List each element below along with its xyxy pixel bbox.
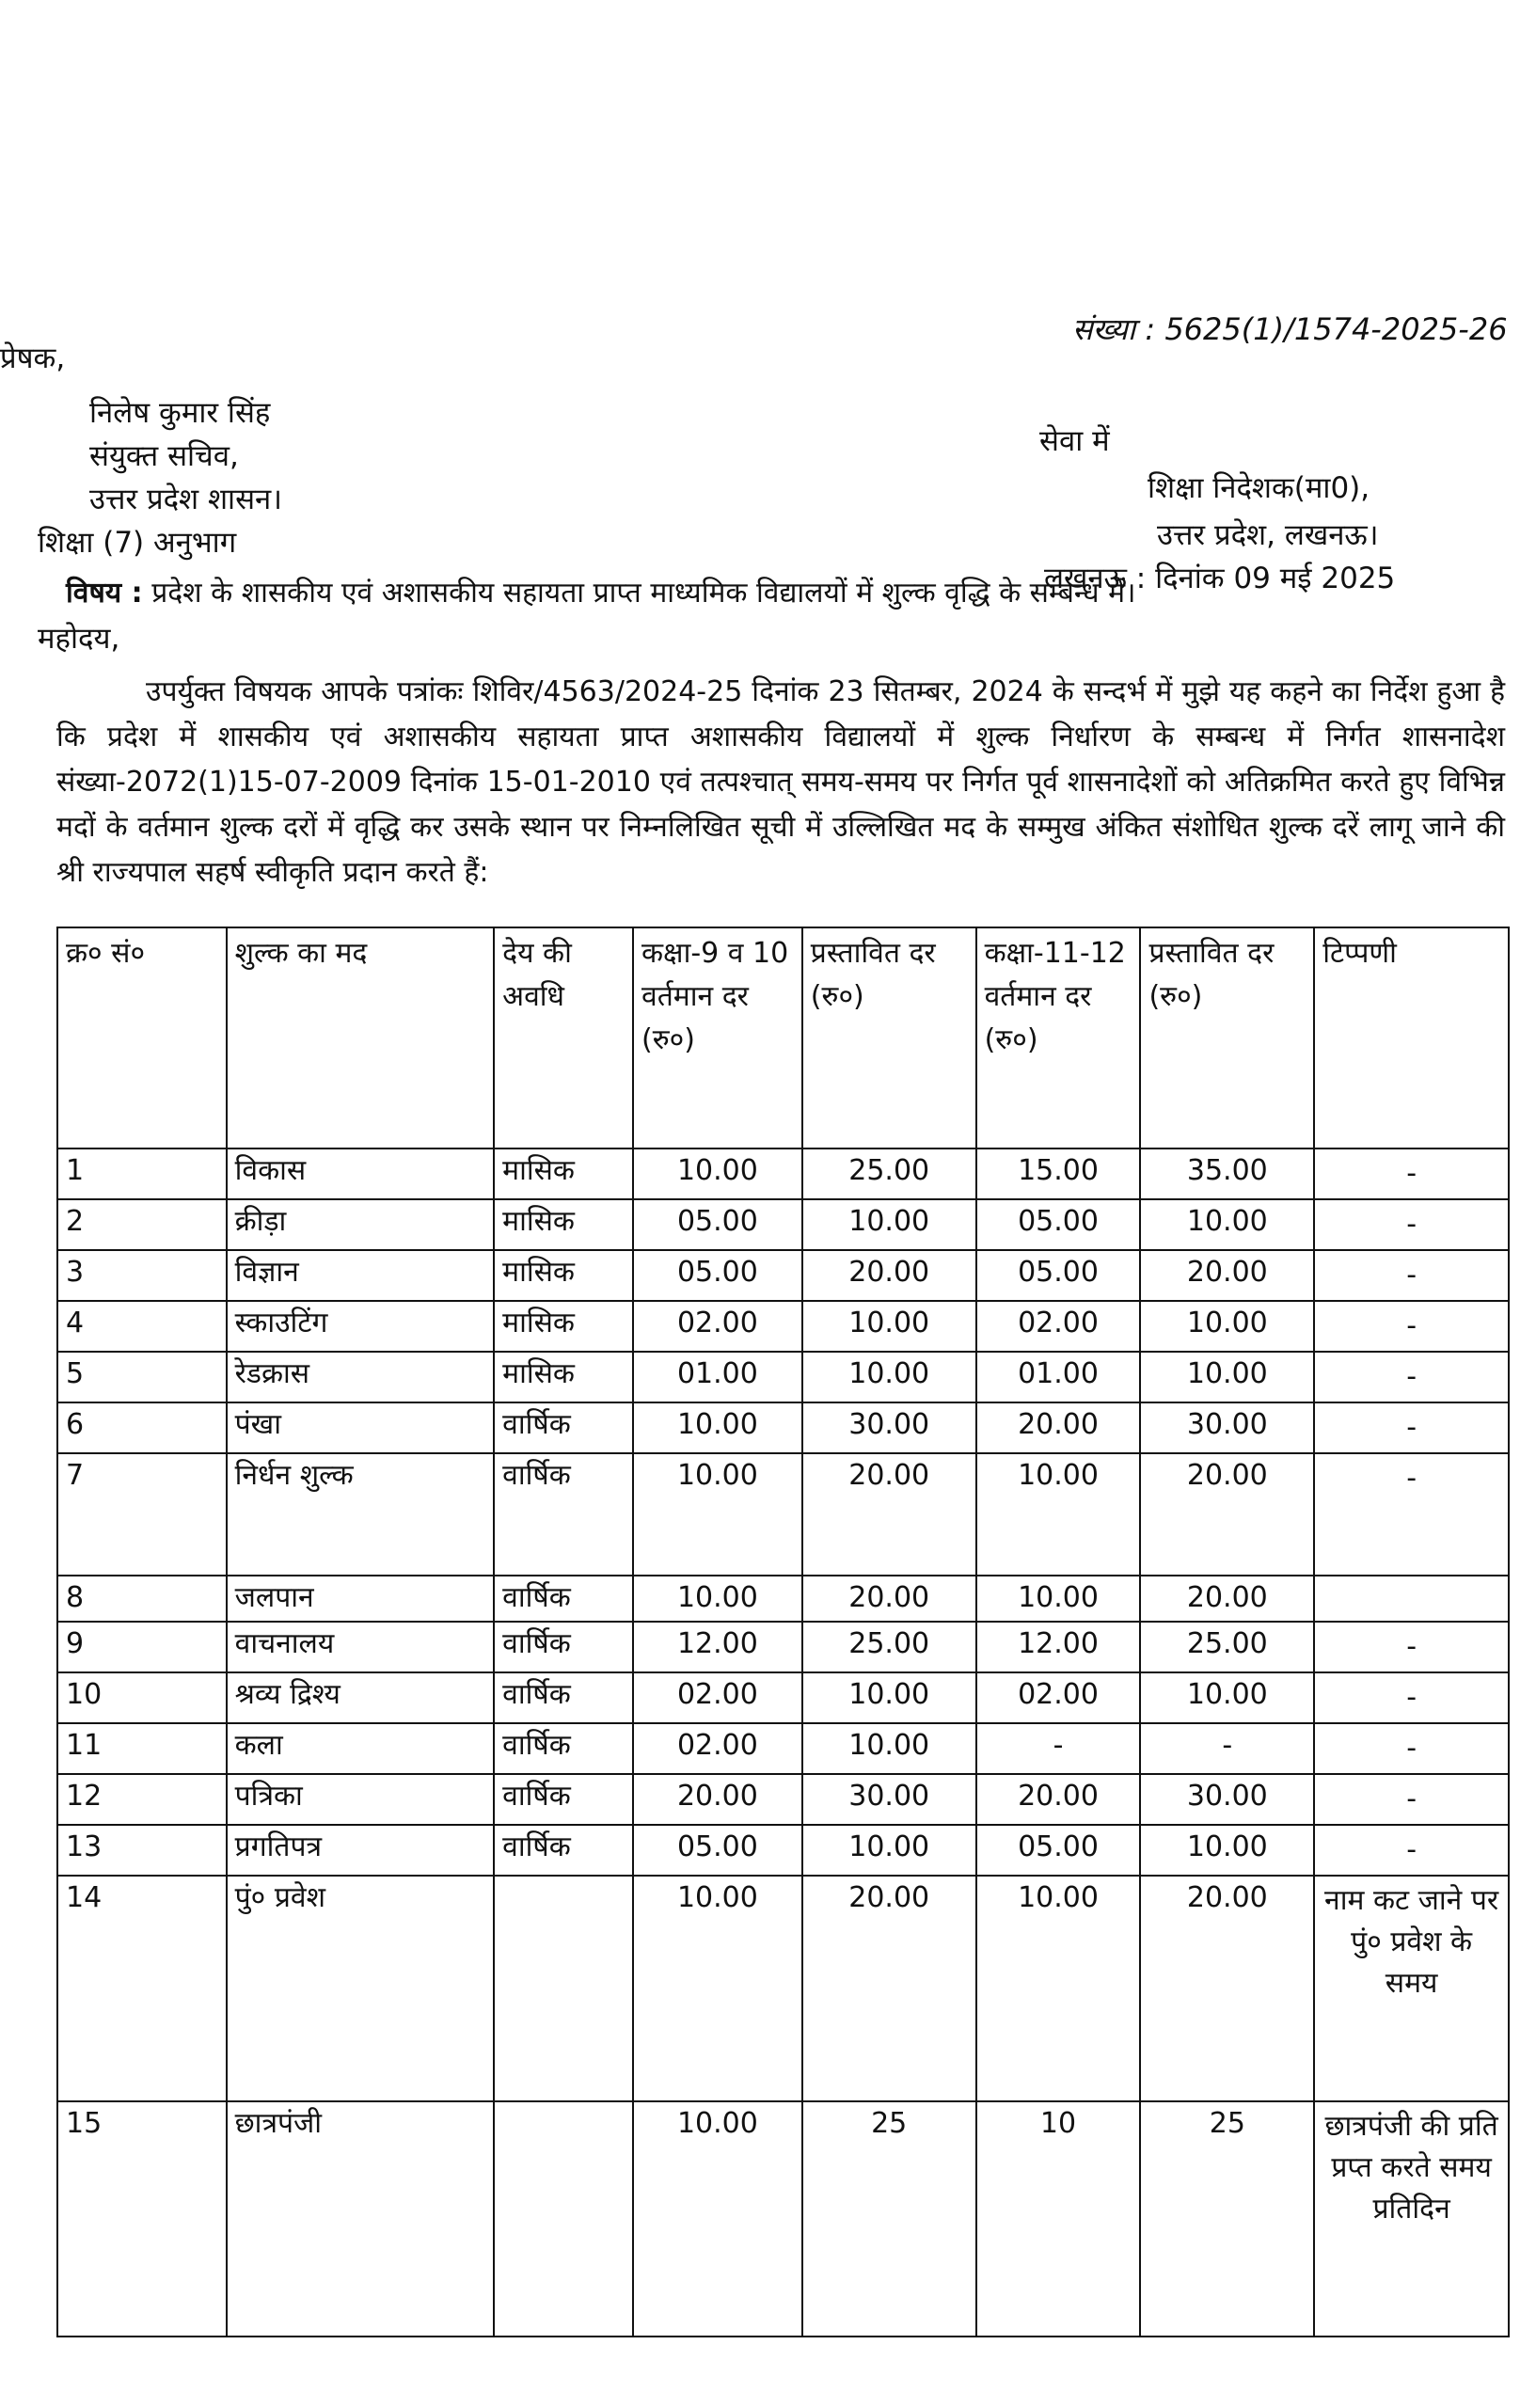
cell-class9-10-current: 05.00: [633, 1825, 802, 1876]
cell-class11-12-current: 12.00: [976, 1622, 1141, 1672]
cell-fee-item: विकास: [227, 1149, 495, 1199]
cell-class9-10-current: 10.00: [633, 1876, 802, 2101]
cell-period: वार्षिक: [494, 1402, 633, 1453]
cell-class9-10-proposed: 20.00: [802, 1453, 976, 1576]
table-row: [57, 1876, 1509, 2101]
cell-class11-12-proposed: 20.00: [1140, 1453, 1314, 1576]
cell-fee-item: निर्धन शुल्क: [227, 1453, 495, 1576]
cell-remarks: -: [1314, 1825, 1509, 1876]
cell-remarks: -: [1314, 1672, 1509, 1723]
cell-remarks: -: [1314, 1301, 1509, 1352]
cell-class11-12-current: 15.00: [976, 1149, 1141, 1199]
table-row: [57, 1672, 1509, 1723]
table-row: [57, 2101, 1509, 2337]
cell-fee-item: पंखा: [227, 1402, 495, 1453]
letter-date: लखनऊ : दिनांक 09 मई 2025: [1044, 562, 1396, 595]
cell-period: [494, 2101, 633, 2337]
cell-class11-12-current: 10.00: [976, 1576, 1141, 1622]
recipient-line-2: उत्तर प्रदेश, लखनऊ।: [1157, 518, 1379, 552]
cell-class9-10-current: 01.00: [633, 1352, 802, 1402]
cell-serial: 5: [57, 1352, 227, 1402]
cell-serial: 12: [57, 1774, 227, 1825]
col-header-remarks: टिप्पणी: [1314, 927, 1509, 1149]
col-header-class11-12-current: कक्षा-11-12 वर्तमान दर (रु०): [976, 927, 1141, 1149]
cell-fee-item: विज्ञान: [227, 1250, 495, 1301]
cell-fee-item: छात्रपंजी: [227, 2101, 495, 2337]
cell-class9-10-proposed: 20.00: [802, 1576, 976, 1622]
col-header-class11-12-proposed: प्रस्तावित दर (रु०): [1140, 927, 1314, 1149]
cell-class9-10-proposed: 25: [802, 2101, 976, 2337]
cell-class9-10-proposed: 20.00: [802, 1876, 976, 2101]
cell-class11-12-current: 05.00: [976, 1250, 1141, 1301]
cell-serial: 6: [57, 1402, 227, 1453]
sender-office: उत्तर प्रदेश शासन।: [89, 483, 282, 516]
cell-fee-item: पुं० प्रवेश: [227, 1876, 495, 2101]
subject-label: विषय :: [66, 577, 143, 610]
cell-fee-item: वाचनालय: [227, 1622, 495, 1672]
cell-class9-10-current: 10.00: [633, 1576, 802, 1622]
col-header-class9-10-proposed: प्रस्तावित दर (रु०): [802, 927, 976, 1149]
table-header-row: [57, 927, 1509, 1149]
cell-class9-10-current: 10.00: [633, 1402, 802, 1453]
cell-serial: 15: [57, 2101, 227, 2337]
cell-remarks: -: [1314, 1622, 1509, 1672]
cell-remarks: -: [1314, 1453, 1509, 1576]
table-row: [57, 1301, 1509, 1352]
cell-remarks: -: [1314, 1402, 1509, 1453]
cell-class11-12-proposed: -: [1140, 1723, 1314, 1774]
cell-class9-10-proposed: 10.00: [802, 1301, 976, 1352]
cell-period: मासिक: [494, 1352, 633, 1402]
table-row: [57, 1199, 1509, 1250]
fee-table-body: [57, 1149, 1509, 2337]
cell-class11-12-current: 02.00: [976, 1301, 1141, 1352]
cell-class9-10-current: 10.00: [633, 1453, 802, 1576]
cell-period: [494, 1876, 633, 2101]
cell-class9-10-current: 05.00: [633, 1199, 802, 1250]
subject-line: [66, 572, 1135, 610]
cell-class9-10-current: 02.00: [633, 1723, 802, 1774]
cell-class11-12-proposed: 10.00: [1140, 1301, 1314, 1352]
table-row: [57, 1250, 1509, 1301]
cell-serial: 1: [57, 1149, 227, 1199]
table-row: [57, 1453, 1509, 1576]
salutation: महोदय,: [38, 622, 120, 656]
cell-class11-12-proposed: 20.00: [1140, 1876, 1314, 2101]
cell-class11-12-current: 10.00: [976, 1453, 1141, 1576]
cell-period: वार्षिक: [494, 1453, 633, 1576]
sender-label: प्रेषक,: [0, 341, 66, 375]
table-row: [57, 1622, 1509, 1672]
cell-remarks: -: [1314, 1250, 1509, 1301]
cell-class9-10-current: 12.00: [633, 1622, 802, 1672]
cell-remarks: -: [1314, 1723, 1509, 1774]
table-row: [57, 1774, 1509, 1825]
cell-period: वार्षिक: [494, 1825, 633, 1876]
cell-class11-12-proposed: 10.00: [1140, 1672, 1314, 1723]
cell-serial: 7: [57, 1453, 227, 1576]
cell-serial: 11: [57, 1723, 227, 1774]
cell-period: वार्षिक: [494, 1774, 633, 1825]
cell-class11-12-proposed: 20.00: [1140, 1250, 1314, 1301]
cell-period: वार्षिक: [494, 1576, 633, 1622]
cell-class11-12-current: 05.00: [976, 1199, 1141, 1250]
cell-class9-10-current: 02.00: [633, 1301, 802, 1352]
cell-serial: 14: [57, 1876, 227, 2101]
cell-fee-item: श्रव्य द्रिश्य: [227, 1672, 495, 1723]
cell-class9-10-proposed: 10.00: [802, 1723, 976, 1774]
reference-number: संख्या : 5625(1)/1574-2025-26: [1072, 311, 1508, 347]
table-row: [57, 1149, 1509, 1199]
cell-class11-12-proposed: 25: [1140, 2101, 1314, 2337]
cell-serial: 13: [57, 1825, 227, 1876]
recipient-label: सेवा में: [1039, 424, 1110, 458]
cell-fee-item: क्रीड़ा: [227, 1199, 495, 1250]
cell-fee-item: स्काउटिंग: [227, 1301, 495, 1352]
cell-class9-10-current: 05.00: [633, 1250, 802, 1301]
cell-class9-10-proposed: 10.00: [802, 1199, 976, 1250]
col-header-period: देय की अवधि: [494, 927, 633, 1149]
cell-class11-12-proposed: 35.00: [1140, 1149, 1314, 1199]
cell-class9-10-current: 20.00: [633, 1774, 802, 1825]
cell-class9-10-proposed: 30.00: [802, 1774, 976, 1825]
cell-serial: 9: [57, 1622, 227, 1672]
body-paragraph: उपर्युक्त विषयक आपके पत्रांकः शिविर/4563/2024-25 दिनांक 23 सितम्बर, 2024 के सन्दर्भ में मुझे यह कहने का निर्देश हुआ है कि प्रदेश में शासकीय एवं अशासकीय सहायता प्राप्त अशासकीय विद्यालयों में शुल्क निर्धारण के सम्बन्ध में निर्गत शासनादेश संख्या-2072(1)15-07-2009 दिनांक 15-01-2010 एवं तत्पश्चात् समय-समय पर निर्गत पूर्व शासनादेशों को अतिक्रमित करते हुए विभिन्न मदों के वर्तमान शुल्क दरों में वृद्धि कर उसके स्थान पर निम्नलिखित सूची में उल्लिखित मद के सम्मुख अंकित संशोधित शुल्क दरें लागू जाने की श्री राज्यपाल सहर्ष स्वीकृति प्रदान करते हैं:: [56, 675, 1505, 889]
cell-class11-12-proposed: 10.00: [1140, 1825, 1314, 1876]
col-header-fee-item: शुल्क का मद: [227, 927, 495, 1149]
cell-remarks: नाम कट जाने पर पुं० प्रवेश के समय: [1314, 1876, 1509, 2101]
table-row: [57, 1576, 1509, 1622]
cell-period: मासिक: [494, 1301, 633, 1352]
cell-class11-12-current: 05.00: [976, 1825, 1141, 1876]
cell-class11-12-current: 02.00: [976, 1672, 1141, 1723]
cell-period: मासिक: [494, 1250, 633, 1301]
cell-period: मासिक: [494, 1149, 633, 1199]
cell-serial: 10: [57, 1672, 227, 1723]
cell-class11-12-current: 10: [976, 2101, 1141, 2337]
cell-fee-item: जलपान: [227, 1576, 495, 1622]
cell-fee-item: रेडक्रास: [227, 1352, 495, 1402]
subject-text: प्रदेश के शासकीय एवं अशासकीय सहायता प्राप्त माध्यमिक विद्यालयों में शुल्क वृद्धि के सम्बन्ध में।: [151, 577, 1136, 610]
cell-class11-12-proposed: 10.00: [1140, 1199, 1314, 1250]
cell-remarks: -: [1314, 1199, 1509, 1250]
cell-class11-12-current: 10.00: [976, 1876, 1141, 2101]
recipient-line-1: शिक्षा निदेशक(मा0),: [1148, 471, 1370, 505]
fee-table: [56, 927, 1510, 2337]
cell-class11-12-proposed: 25.00: [1140, 1622, 1314, 1672]
cell-fee-item: पत्रिका: [227, 1774, 495, 1825]
cell-class9-10-proposed: 25.00: [802, 1622, 976, 1672]
cell-period: मासिक: [494, 1199, 633, 1250]
cell-class9-10-proposed: 25.00: [802, 1149, 976, 1199]
cell-remarks: [1314, 1576, 1509, 1622]
cell-remarks: -: [1314, 1352, 1509, 1402]
cell-class11-12-current: 20.00: [976, 1774, 1141, 1825]
cell-class9-10-proposed: 20.00: [802, 1250, 976, 1301]
cell-period: वार्षिक: [494, 1723, 633, 1774]
cell-remarks: -: [1314, 1774, 1509, 1825]
table-row: [57, 1825, 1509, 1876]
table-row: [57, 1402, 1509, 1453]
cell-period: वार्षिक: [494, 1672, 633, 1723]
cell-class9-10-proposed: 10.00: [802, 1825, 976, 1876]
cell-class9-10-proposed: 30.00: [802, 1402, 976, 1453]
cell-class9-10-current: 10.00: [633, 2101, 802, 2337]
cell-serial: 8: [57, 1576, 227, 1622]
sender-designation: संयुक्त सचिव,: [89, 439, 239, 473]
cell-class11-12-current: 20.00: [976, 1402, 1141, 1453]
cell-period: वार्षिक: [494, 1622, 633, 1672]
table-row: [57, 1352, 1509, 1402]
cell-serial: 3: [57, 1250, 227, 1301]
sender-section: शिक्षा (7) अनुभाग: [38, 526, 237, 560]
cell-fee-item: कला: [227, 1723, 495, 1774]
sender-name: निलेष कुमार सिंह: [89, 396, 271, 430]
cell-class11-12-proposed: 30.00: [1140, 1402, 1314, 1453]
col-header-serial: क्र० सं०: [57, 927, 227, 1149]
table-row: [57, 1723, 1509, 1774]
cell-remarks: छात्रपंजी की प्रति प्रप्त करते समय प्रतिदिन: [1314, 2101, 1509, 2337]
cell-class11-12-proposed: 10.00: [1140, 1352, 1314, 1402]
cell-class9-10-current: 02.00: [633, 1672, 802, 1723]
col-header-class9-10-current: कक्षा-9 व 10 वर्तमान दर (रु०): [633, 927, 802, 1149]
cell-serial: 4: [57, 1301, 227, 1352]
cell-class11-12-current: -: [976, 1723, 1141, 1774]
cell-class9-10-proposed: 10.00: [802, 1352, 976, 1402]
cell-serial: 2: [57, 1199, 227, 1250]
cell-class11-12-current: 01.00: [976, 1352, 1141, 1402]
cell-class9-10-proposed: 10.00: [802, 1672, 976, 1723]
cell-remarks: -: [1314, 1149, 1509, 1199]
cell-fee-item: प्रगतिपत्र: [227, 1825, 495, 1876]
cell-class11-12-proposed: 30.00: [1140, 1774, 1314, 1825]
cell-class11-12-proposed: 20.00: [1140, 1576, 1314, 1622]
cell-class9-10-current: 10.00: [633, 1149, 802, 1199]
